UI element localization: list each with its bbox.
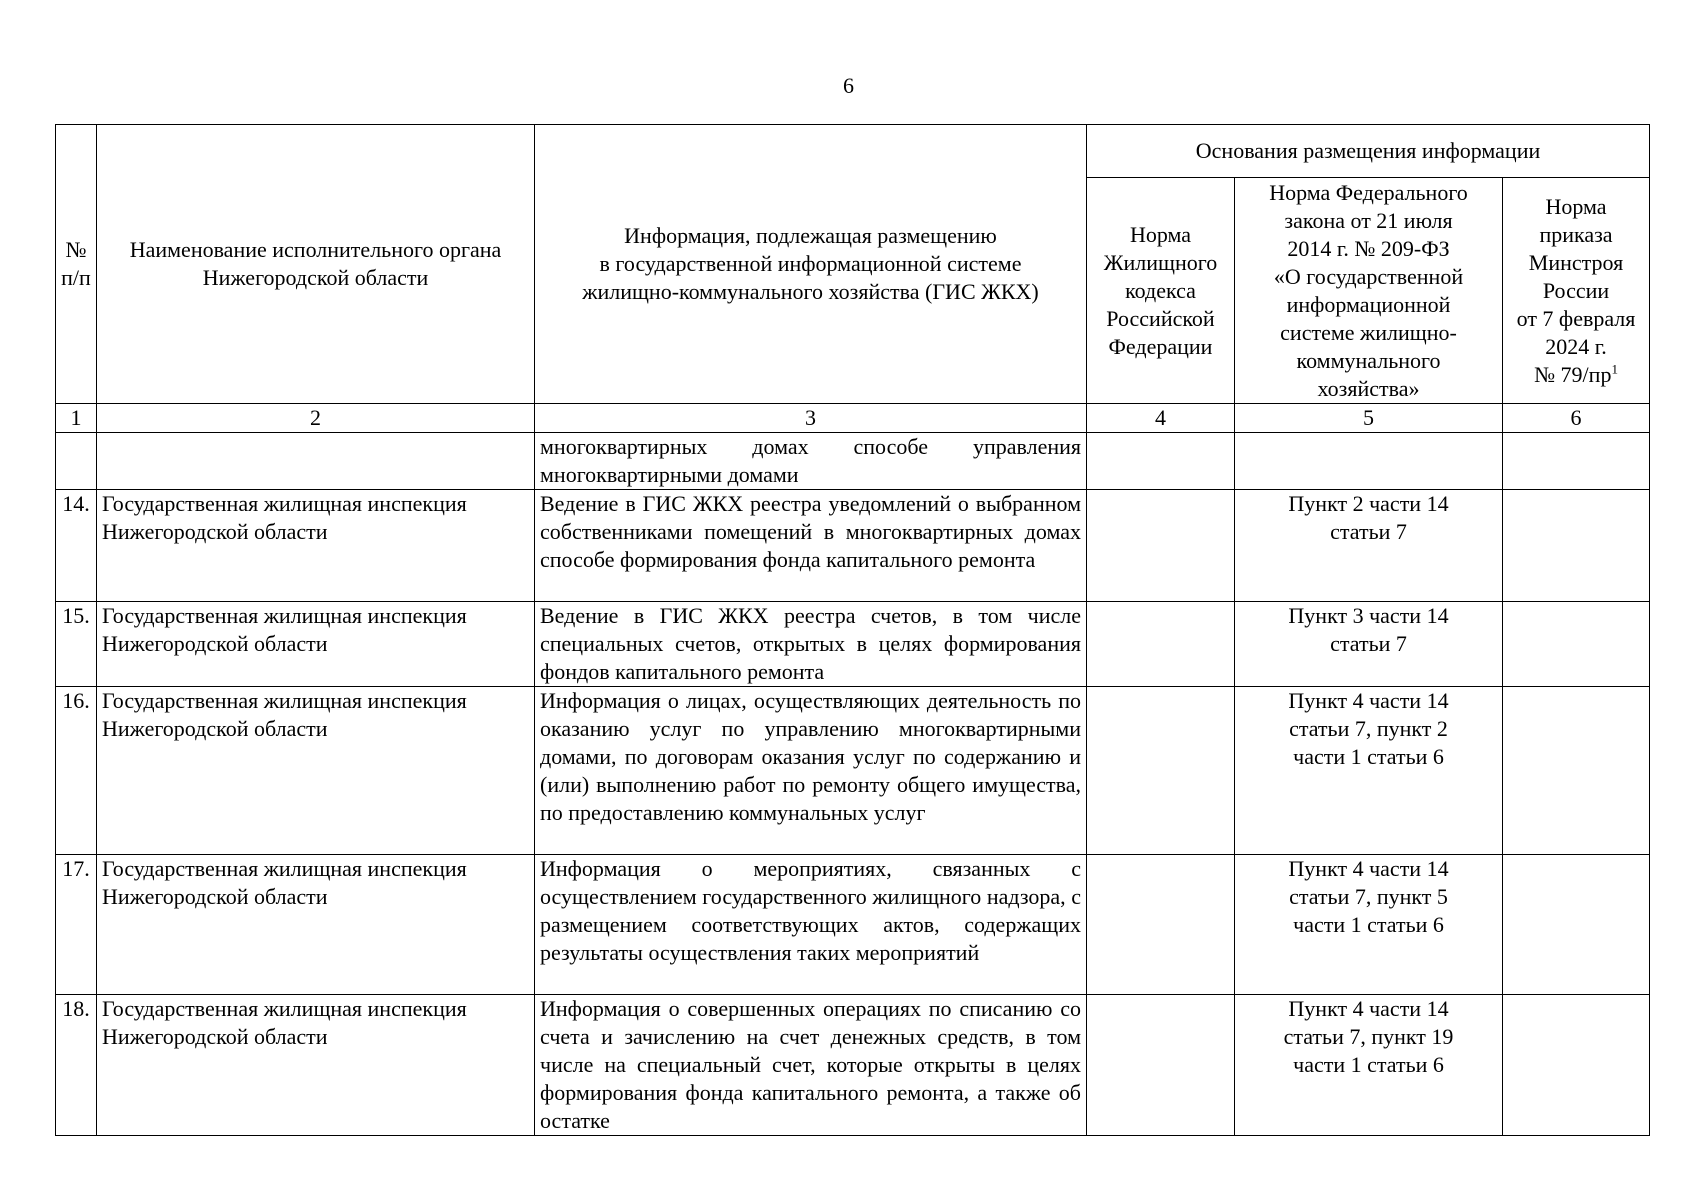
row-info: Информация о лицах, осуществляющих деятельность по оказанию услуг по управлению многоквартирными домами, по договорам оказания услуг по содержанию и (или) выполнению работ по ремонту общего имущества, по предоставлению коммунальных услуг (535, 687, 1087, 855)
column-number: 1 (56, 404, 97, 433)
row-organ: Государственная жилищная инспекция Нижегородской области (97, 490, 535, 602)
column-number: 3 (535, 404, 1087, 433)
row-order (1503, 433, 1650, 490)
column-numbers-row (56, 404, 1650, 433)
row-housing-code (1087, 602, 1235, 687)
row-federal-law: Пункт 4 части 14 статьи 7, пункт 19 части 1 статьи 6 (1235, 995, 1503, 1136)
row-federal-law: Пункт 3 части 14 статьи 7 (1235, 602, 1503, 687)
footnote-mark: 1 (1611, 361, 1618, 377)
table-row (56, 995, 1650, 1136)
row-organ (97, 433, 535, 490)
row-info: Информация о совершенных операциях по списанию со счета и зачислению на счет денежных средств, в том числе на специальный счет, которые открыты в целях формирования фонда капитального ремонта, а также об остатке (535, 995, 1087, 1136)
header-order-text: Норма приказа Минстроя России от 7 февраля 2024 г. № 79/пр (1516, 193, 1636, 387)
row-order (1503, 855, 1650, 995)
row-number: 14. (56, 490, 97, 602)
row-organ: Государственная жилищная инспекция Нижегородской области (97, 687, 535, 855)
column-number: 4 (1087, 404, 1235, 433)
row-order (1503, 602, 1650, 687)
table-row (56, 490, 1650, 602)
column-number: 2 (97, 404, 535, 433)
row-info: Информация о мероприятиях, связанных с осуществлением государственного жилищного надзора, с размещением соответствующих актов, содержащих результаты осуществления таких мероприятий (535, 855, 1087, 995)
row-federal-law: Пункт 2 части 14 статьи 7 (1235, 490, 1503, 602)
row-info: Ведение в ГИС ЖКХ реестра счетов, в том числе специальных счетов, открытых в целях формирования фондов капитального ремонта (535, 602, 1087, 687)
row-number: 18. (56, 995, 97, 1136)
row-housing-code (1087, 433, 1235, 490)
table-row (56, 855, 1650, 995)
row-organ: Государственная жилищная инспекция Нижегородской области (97, 855, 535, 995)
row-housing-code (1087, 687, 1235, 855)
header-organ: Наименование исполнительного органа Нижегородской области (97, 125, 535, 404)
row-number: 16. (56, 687, 97, 855)
header-grounds-group: Основания размещения информации (1087, 125, 1650, 178)
row-order (1503, 490, 1650, 602)
column-number: 5 (1235, 404, 1503, 433)
row-number: 15. (56, 602, 97, 687)
row-order (1503, 687, 1650, 855)
row-number (56, 433, 97, 490)
row-housing-code (1087, 995, 1235, 1136)
row-order (1503, 995, 1650, 1136)
page-number: 6 (843, 73, 854, 98)
header-housing-code: Норма Жилищного кодекса Российской Федерации (1087, 178, 1235, 404)
header-num: № п/п (56, 125, 97, 404)
row-organ: Государственная жилищная инспекция Нижегородской области (97, 602, 535, 687)
row-federal-law: Пункт 4 части 14 статьи 7, пункт 2 части 1 статьи 6 (1235, 687, 1503, 855)
table-row (56, 687, 1650, 855)
row-federal-law: Пункт 4 части 14 статьи 7, пункт 5 части 1 статьи 6 (1235, 855, 1503, 995)
row-federal-law (1235, 433, 1503, 490)
row-info: многоквартирных домах способе управления многоквартирными домами (535, 433, 1087, 490)
row-number: 17. (56, 855, 97, 995)
info-placement-table (55, 124, 1650, 1136)
header-order (1503, 178, 1650, 404)
row-housing-code (1087, 490, 1235, 602)
row-organ: Государственная жилищная инспекция Нижегородской области (97, 995, 535, 1136)
row-info: Ведение в ГИС ЖКХ реестра уведомлений о выбранном собственниками помещений в многоквартирных домах способе формирования фонда капитального ремонта (535, 490, 1087, 602)
header-federal-law: Норма Федерального закона от 21 июля 2014 г. № 209-ФЗ «О государственной информационной системе жилищно- коммунального хозяйства» (1235, 178, 1503, 404)
table-row (56, 602, 1650, 687)
row-housing-code (1087, 855, 1235, 995)
header-info: Информация, подлежащая размещению в государственной информационной системе жилищно-коммунального хозяйства (ГИС ЖКХ) (535, 125, 1087, 404)
column-number: 6 (1503, 404, 1650, 433)
table-row (56, 433, 1650, 490)
